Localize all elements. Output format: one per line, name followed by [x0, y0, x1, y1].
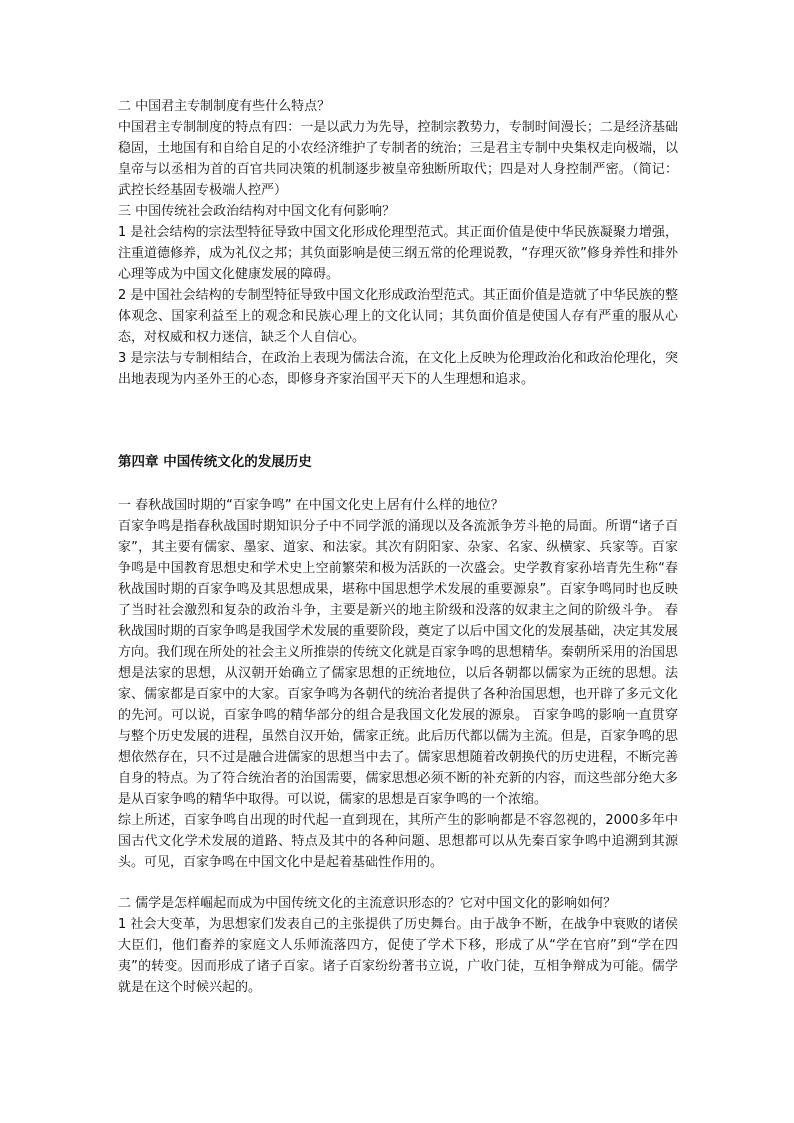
section-heading-political-structure: 三 中国传统社会政治结构对中国文化有何影响？	[118, 204, 396, 219]
list-item-1: 1 是社会结构的宗法型特征导致中国文化形成伦理型范式。其正面价值是使中华民族凝聚力增强，注重道德修养，成为礼仪之邦；其负面影响是使三纲五常的伦理说教，“存理灭欲”修身养性和排外心理等成为中国文化健康发展的障碍。	[118, 225, 678, 282]
section-heading-confucianism: 二 儒学是怎样崛起而成为中国传统文化的主流意识形态的？它对中国文化的影响如何？	[118, 896, 617, 911]
list-item-3: 3 是宗法与专制相结合，在政治上表现为儒法合流，在文化上反映为伦理政治化和政治伦理化，突出地表现为内圣外王的心态，即修身齐家治国平天下的人生理想和追求。	[118, 351, 678, 387]
list-item-2: 2 是中国社会结构的专制型特征导致中国文化形成政治型范式。其正面价值是造就了中华民族的整体观念、国家利益至上的观念和民族心理上的文化认同；其负面价值是使国人存有严重的服从心态，对权威和权力迷信，缺乏个人自信心。	[118, 288, 678, 345]
spacer	[118, 473, 678, 495]
paragraph-autocracy-features: 中国君主专制制度的特点有四：一是以武力为先导，控制宗教势力，专制时间漫长；二是经济基础稳固，土地国有和自给自足的小农经济维护了专制者的统治；三是君主专制中央集权走向极端，以皇帝与以丞相为首的百官共同决策的机制逐步被皇帝独断所取代；四是对人身控制严密。（简记：武控长经基固专极端人控严）	[118, 120, 678, 198]
spacer	[118, 873, 678, 893]
paragraph-conclusion: 综上所述，百家争鸣自出现的时代起一直到现在，其所产生的影响都是不容忽视的，2000多年中国古代文化学术发展的道路、特点及其中的各种问题、思想都可以从先秦百家争鸣中追溯到其源头。可见，百家争鸣在中国文化中是起着基础性作用的。	[118, 813, 678, 870]
list-item-social-change: 1 社会大变革，为思想家们发表自己的主张提供了历史舞台。由于战争不断，在战争中衰败的诸侯大臣们，他们畜养的家庭文人乐师流落四方，促使了学术下移，形成了从“学在官府”到“学在四夷”的转变。因而形成了诸子百家。诸子百家纷纷著书立说，广收门徒，互相争辩成为可能。儒学就是在这个时候兴起的。	[118, 917, 678, 995]
paragraph-hundred-schools: 百家争鸣是指春秋战国时期知识分子中不同学派的涌现以及各流派争芳斗艳的局面。所谓“诸子百家”，其主要有儒家、墨家、道家、和法家。其次有阴阳家、杂家、名家、纵横家、兵家等。百家争鸣是中国教育思想史和学术史上空前繁荣和极为活跃的一次盛会。史学教育家孙培青先生称“春秋战国时期的百家争鸣及其思想成果，堪称中国思想学术发展的重要源泉”。百家争鸣同时也反映了当时社会激烈和复杂的政治斗争，主要是新兴的地主阶级和没落的奴隶主之间的阶级斗争。 春秋战国时期的百家争鸣是我国学术发展的重要阶段，奠定了以后中国文化的发展基础，决定其发展方向。我们现在所处的社会主义所推崇的传统文化就是百家争鸣的思想精华。秦朝所采用的治国思想是法家的思想，从汉朝开始确立了儒家思想的正统地位，以后各朝都以儒家为正统的思想。法家、儒家都是百家中的大家。百家争鸣为各朝代的统治者提供了各种治国思想，也开辟了多元文化的先河。可以说，百家争鸣的精华部分的组合是我国文化发展的源泉。 百家争鸣的影响一直贯穿与整个历史发展的进程，虽然自汉开始，儒家正统。此后历代都以儒为主流。但是，百家争鸣的思想依然存在，只不过是融合进儒家的思想当中去了。儒家思想随着改朝换代的历史进程，不断完善自身的特点。为了符合统治者的治国需要，儒家思想必须不断的补充新的内容，而这些部分绝大多是从百家争鸣的精华中取得。可以说，儒家的思想是百家争鸣的一个浓缩。	[118, 519, 678, 807]
chapter-title: 第四章 中国传统文化的发展历史	[118, 454, 312, 470]
spacer	[118, 390, 678, 452]
document-page	[118, 96, 678, 998]
section-heading-autocracy: 二 中国君主专制制度有些什么特点？	[118, 99, 331, 114]
section-heading-hundred-schools: 一 春秋战国时期的“百家争鸣” 在中国文化史上居有什么样的地位？	[118, 498, 504, 513]
